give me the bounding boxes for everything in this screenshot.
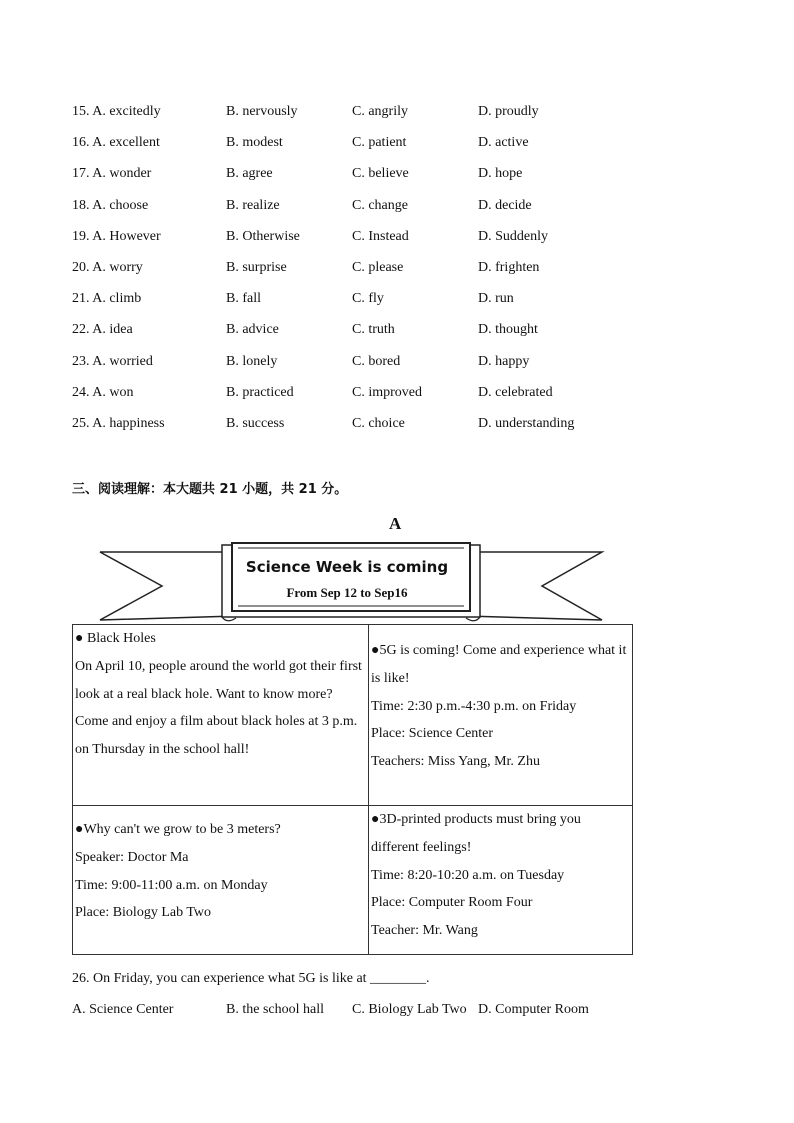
option-a: A. Science Center xyxy=(72,1002,174,1017)
cell-body: On April 10, people around the world got their first look at a real black hole. Want to know more? Come and enjoy a film about black holes at 3 p.m. on Thursday in the school hall! xyxy=(75,658,362,758)
option-a: 23. A. worried xyxy=(72,353,153,369)
option-b: B. advice xyxy=(226,322,279,338)
option-b: B. modest xyxy=(226,135,283,151)
option-a: 15. A. excitedly xyxy=(72,104,161,119)
option-c: C. Instead xyxy=(352,228,409,244)
option-a: 21. A. climb xyxy=(72,291,142,307)
cell-speaker: Speaker: Doctor Ma xyxy=(75,849,189,865)
option-d: D. frighten xyxy=(478,259,540,275)
option-d: D. decide xyxy=(478,197,532,213)
cell-time: Time: 9:00-11:00 a.m. on Monday xyxy=(75,877,268,893)
option-c: C. truth xyxy=(352,322,395,338)
option-c: C. improved xyxy=(352,384,422,400)
option-c: C. patient xyxy=(352,135,407,151)
option-a: 17. A. wonder xyxy=(72,166,152,182)
table-row xyxy=(73,806,633,955)
banner-title: Science Week is coming xyxy=(245,558,449,576)
option-c: C. believe xyxy=(352,166,409,182)
option-d: D. happy xyxy=(478,353,530,369)
option-b: B. surprise xyxy=(226,259,287,275)
option-d: D. proudly xyxy=(478,104,539,119)
option-a: 18. A. choose xyxy=(72,197,149,213)
option-b: B. nervously xyxy=(226,104,298,119)
option-c: C. please xyxy=(352,259,404,275)
cell-heading: ●3D-printed products must bring you different feelings! xyxy=(371,812,581,855)
cell-heading: ●5G is coming! Come and experience what it is like! xyxy=(371,643,627,686)
option-d: D. Suddenly xyxy=(478,228,548,244)
option-b: B. realize xyxy=(226,197,280,213)
option-d: D. active xyxy=(478,135,529,151)
cell-teacher: Teacher: Mr. Wang xyxy=(371,923,478,939)
cell-time: Time: 2:30 p.m.-4:30 p.m. on Friday xyxy=(371,698,577,714)
option-a: 19. A. However xyxy=(72,228,161,244)
cell-place: Place: Computer Room Four xyxy=(371,895,533,911)
option-a: 24. A. won xyxy=(72,384,134,400)
grow-cell xyxy=(73,806,369,955)
cell-place: Place: Science Center xyxy=(371,726,494,742)
option-b: B. the school hall xyxy=(226,1002,324,1017)
option-b: B. fall xyxy=(226,291,261,307)
option-c: C. choice xyxy=(352,415,405,431)
option-b: B. practiced xyxy=(226,384,294,400)
option-b: B. Otherwise xyxy=(226,228,300,244)
option-d: D. run xyxy=(478,291,514,307)
question-26-stem: 26. On Friday, you can experience what 5G is like at ________. xyxy=(72,971,430,986)
option-d: D. hope xyxy=(478,166,523,182)
option-c: C. Biology Lab Two xyxy=(352,1002,467,1017)
cell-heading: ● Black Holes xyxy=(75,631,156,646)
option-a: 22. A. idea xyxy=(72,322,133,338)
section-heading: 三、阅读理解：本大题共 21 小题，共 21 分。 xyxy=(72,482,348,497)
printed-cell xyxy=(369,806,633,955)
option-c: C. change xyxy=(352,197,408,213)
black-holes-cell xyxy=(73,625,369,806)
passage-letter: A xyxy=(389,514,402,533)
cell-place: Place: Biology Lab Two xyxy=(75,905,212,921)
option-b: B. agree xyxy=(226,166,273,182)
cell-teachers: Teachers: Miss Yang, Mr. Zhu xyxy=(371,754,540,770)
option-d: D. understanding xyxy=(478,415,575,431)
banner-text xyxy=(231,550,463,601)
cell-time: Time: 8:20-10:20 a.m. on Tuesday xyxy=(371,867,565,883)
option-a: 25. A. happiness xyxy=(72,415,165,431)
option-b: B. success xyxy=(226,415,285,431)
option-c: C. bored xyxy=(352,353,401,369)
option-d: D. celebrated xyxy=(478,384,553,400)
option-b: B. lonely xyxy=(226,353,278,369)
option-c: C. fly xyxy=(352,291,384,307)
five-g-cell xyxy=(369,625,633,806)
option-d: D. Computer Room xyxy=(478,1002,589,1017)
banner-dates: From Sep 12 to Sep16 xyxy=(286,585,408,600)
events-table xyxy=(72,624,633,955)
option-d: D. thought xyxy=(478,322,538,338)
option-a: 20. A. worry xyxy=(72,259,143,275)
option-c: C. angrily xyxy=(352,104,408,119)
cell-heading: ●Why can't we grow to be 3 meters? xyxy=(75,822,281,837)
table-row xyxy=(73,625,633,806)
option-a: 16. A. excellent xyxy=(72,135,160,151)
